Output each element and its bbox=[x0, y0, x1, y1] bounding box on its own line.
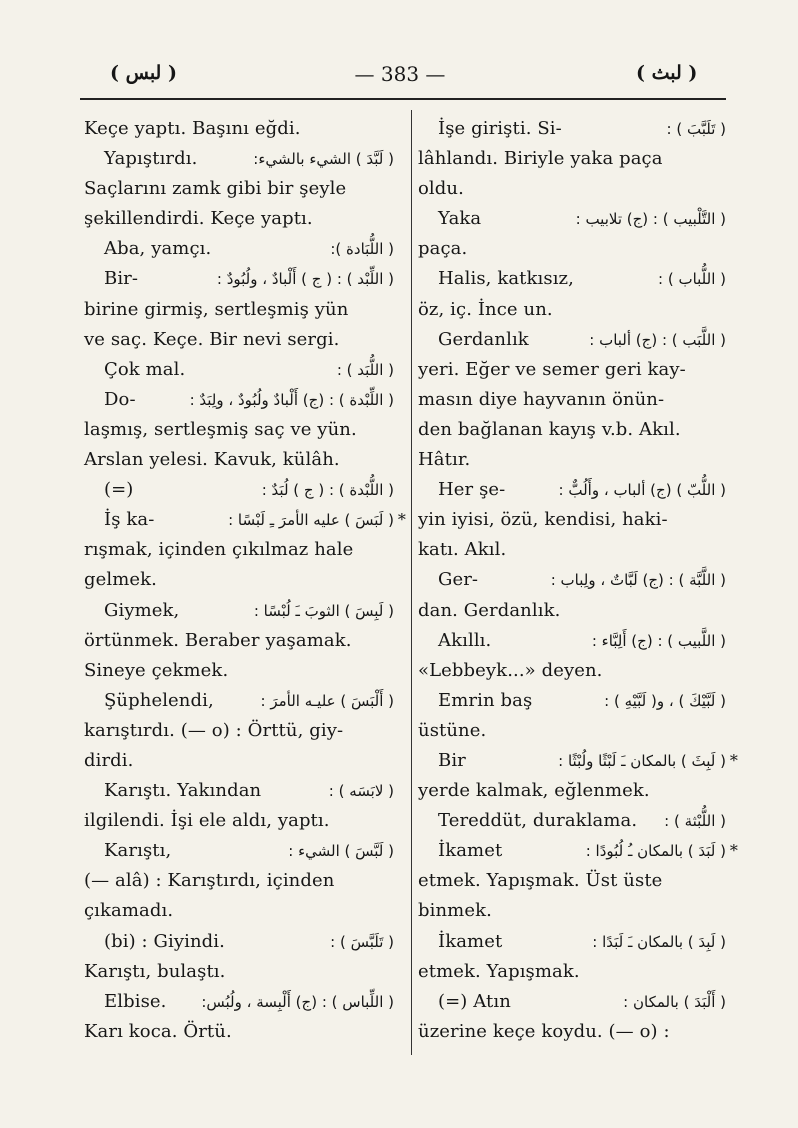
turkish-text: Çok mal. bbox=[104, 358, 186, 380]
header-left-root-word: ( لبس ) bbox=[110, 62, 177, 84]
turkish-text: İşe girişti. Si- bbox=[438, 118, 562, 139]
turkish-text: katı. Akıl. bbox=[418, 539, 507, 561]
turkish-text: Şüphelendi, bbox=[104, 689, 214, 711]
entry-line bbox=[418, 596, 726, 626]
turkish-text: Ger- bbox=[438, 569, 479, 591]
turkish-text: Elbise. bbox=[104, 990, 167, 1012]
entry-line bbox=[84, 776, 394, 806]
entry-line bbox=[84, 806, 394, 836]
entry-line bbox=[84, 565, 394, 595]
entry-line bbox=[84, 656, 394, 686]
turkish-text: Halis, katkısız, bbox=[438, 268, 574, 290]
entry-line bbox=[418, 565, 726, 595]
entry-line bbox=[84, 415, 394, 445]
entry-line bbox=[418, 626, 726, 656]
turkish-text: (bi) : Giyindi. bbox=[104, 930, 225, 952]
turkish-text: Yapıştırdı. bbox=[104, 148, 198, 170]
entry-line bbox=[84, 957, 394, 987]
turkish-text: Emrin baş bbox=[438, 689, 533, 711]
turkish-text: Aba, yamçı. bbox=[104, 238, 212, 260]
turkish-text: etmek. Yapışmak. bbox=[418, 960, 580, 982]
arabic-headword: ( لَبِثَ ) بالمكان ـَ لَبْثًا ولُبْثًا : bbox=[558, 751, 726, 770]
entry-line bbox=[84, 896, 394, 926]
turkish-text: Bir bbox=[438, 749, 466, 771]
entry-line bbox=[418, 716, 726, 746]
entry-line bbox=[418, 204, 726, 234]
arabic-headword: ( تَلَبَّسَ ) : bbox=[330, 932, 394, 951]
arabic-headword: ( اللُّبْدة ) : ( ج ) لُبَدٌ : bbox=[261, 481, 394, 500]
root-marker-asterisk: * bbox=[729, 841, 738, 861]
turkish-text: Yaka bbox=[438, 208, 482, 230]
entry-line bbox=[418, 264, 726, 294]
entry-line bbox=[418, 234, 726, 264]
turkish-text: yerde kalmak, eğlenmek. bbox=[418, 780, 650, 802]
arabic-headword: ( التَّلْبيب ) : (ج) تلابيب : bbox=[575, 210, 726, 229]
turkish-text: üstüne. bbox=[418, 719, 487, 741]
arabic-headword: ( لَبَّدَ ) الشيء بالشيء: bbox=[253, 150, 394, 169]
entry-line bbox=[84, 505, 406, 535]
entry-line bbox=[418, 174, 726, 204]
turkish-text: Arslan yelesi. Kavuk, külâh. bbox=[84, 449, 340, 471]
turkish-text: Keçe yaptı. Başını eğdi. bbox=[84, 118, 301, 139]
entry-line bbox=[418, 295, 726, 325]
turkish-text: dan. Gerdanlık. bbox=[418, 599, 561, 621]
entry-line bbox=[84, 1017, 394, 1047]
turkish-text: Tereddüt, duraklama. bbox=[438, 810, 638, 832]
turkish-text: Hâtır. bbox=[418, 449, 471, 471]
turkish-text: ve saç. Keçe. Bir nevi sergi. bbox=[84, 328, 340, 350]
turkish-text: yeri. Eğer ve semer geri kay- bbox=[418, 358, 686, 380]
entry-line bbox=[418, 325, 726, 355]
entry-line bbox=[418, 806, 726, 836]
turkish-text: İş ka- bbox=[104, 509, 155, 531]
turkish-text: oldu. bbox=[418, 178, 464, 200]
turkish-text: ilgilendi. İşi ele aldı, yaptı. bbox=[84, 810, 330, 832]
arabic-headword: ( اللَّبيب ) : (ج) أَلِبَّاء : bbox=[591, 631, 726, 650]
turkish-text: Do- bbox=[104, 388, 136, 410]
turkish-text: karıştırdı. (— o) : Örttü, giy- bbox=[84, 719, 344, 741]
turkish-text: (=) bbox=[104, 479, 134, 501]
arabic-headword: ( اللِّباس ) : (ج) أَلْبِسة ، ولُبُس: bbox=[201, 992, 394, 1011]
entry-line bbox=[84, 866, 394, 896]
arabic-headword: ( أَلْبَسَ ) عليـه الأمرَ : bbox=[260, 691, 394, 710]
arabic-headword: ( اللَّبَب ) : (ج) ألباب : bbox=[589, 330, 726, 349]
entry-line bbox=[418, 415, 726, 445]
turkish-text: «Lebbeyk...» deyen. bbox=[418, 659, 603, 681]
turkish-text: Akıllı. bbox=[438, 629, 492, 651]
turkish-text: Giymek, bbox=[104, 599, 180, 621]
turkish-text: Sineye çekmek. bbox=[84, 659, 229, 681]
turkish-text: den bağlanan kayış v.b. Akıl. bbox=[418, 418, 681, 440]
entry-line bbox=[418, 927, 726, 957]
entry-line bbox=[418, 836, 738, 866]
turkish-text: öz, iç. İnce un. bbox=[418, 298, 553, 320]
arabic-headword: ( اللِّبْد ) : ( ج ) أَلْبادٌ ، ولُبُودٌ : bbox=[216, 270, 394, 289]
arabic-headword: ( لابَسَه ) : bbox=[328, 782, 394, 801]
arabic-headword: ( اللُّبَد ) : bbox=[336, 360, 394, 379]
root-marker-asterisk: * bbox=[729, 750, 738, 770]
entry-line bbox=[418, 355, 726, 385]
entry-line bbox=[418, 987, 726, 1017]
turkish-text: dirdi. bbox=[84, 749, 134, 771]
entry-line bbox=[418, 535, 726, 565]
turkish-text: laşmış, sertleşmiş saç ve yün. bbox=[84, 418, 357, 440]
entry-line bbox=[418, 957, 726, 987]
entry-line bbox=[84, 596, 394, 626]
entry-line bbox=[418, 475, 726, 505]
turkish-text: Karıştı. Yakından bbox=[104, 780, 262, 802]
arabic-headword: ( اللُّبّ ) (ج) ألباب ، وأَلُبٌّ : bbox=[558, 481, 726, 500]
entry-line bbox=[84, 535, 394, 565]
right-column bbox=[418, 114, 738, 1047]
entry-line bbox=[418, 385, 726, 415]
entry-line bbox=[84, 475, 394, 505]
entry-line bbox=[84, 204, 394, 234]
column-divider bbox=[411, 110, 412, 1055]
arabic-headword: ( لَبِدَ ) بالمكان ـَ لَبَدًا : bbox=[592, 932, 726, 951]
entry-line bbox=[84, 746, 394, 776]
turkish-text: örtünmek. Beraber yaşamak. bbox=[84, 629, 352, 651]
turkish-text: paça. bbox=[418, 238, 468, 260]
entry-line bbox=[418, 686, 726, 716]
arabic-headword: ( تَلَبَّبَ ) : bbox=[666, 120, 726, 138]
arabic-headword: ( اللُّباب ) : bbox=[658, 270, 726, 289]
entry-line bbox=[418, 896, 726, 926]
arabic-headword: ( لَبِسَ ) الثوبَ ـَ لُبْسًا : bbox=[253, 601, 394, 620]
entry-line bbox=[418, 144, 726, 174]
entry-line bbox=[84, 355, 394, 385]
arabic-headword: ( اللُّبْثة ) : bbox=[664, 812, 726, 831]
arabic-headword: ( اللَّبَّة ) : (ج) لَبَّاتٌ ، ولِباب : bbox=[550, 571, 726, 590]
turkish-text: Her şe- bbox=[438, 479, 506, 501]
entry-line bbox=[84, 385, 394, 415]
turkish-text: yin iyisi, özü, kendisi, haki- bbox=[418, 509, 668, 531]
entry-line bbox=[84, 836, 394, 866]
page-number: — 383 — bbox=[354, 62, 446, 86]
entry-line bbox=[418, 505, 726, 535]
turkish-text: Karıştı, bbox=[104, 840, 172, 862]
entry-line bbox=[418, 866, 726, 896]
entry-line bbox=[84, 234, 394, 264]
turkish-text: lâhlandı. Biriyle yaka paça bbox=[418, 148, 663, 170]
turkish-text: çıkamadı. bbox=[84, 900, 174, 922]
entry-line bbox=[84, 295, 394, 325]
entry-line bbox=[418, 746, 738, 776]
entry-line bbox=[418, 445, 726, 475]
turkish-text: birine girmiş, sertleşmiş yün bbox=[84, 298, 349, 320]
turkish-text: etmek. Yapışmak. Üst üste bbox=[418, 870, 663, 892]
header-rule bbox=[80, 98, 726, 100]
arabic-headword: ( اللُّبَادة ): bbox=[330, 240, 394, 259]
turkish-text: (=) Atın bbox=[438, 990, 511, 1012]
turkish-text: üzerine keçe koydu. (— o) : bbox=[418, 1020, 670, 1042]
turkish-text: Karı koca. Örtü. bbox=[84, 1020, 232, 1042]
entry-line bbox=[418, 776, 726, 806]
turkish-text: Gerdanlık bbox=[438, 328, 529, 350]
entry-line bbox=[84, 264, 394, 294]
turkish-text: Karıştı, bulaştı. bbox=[84, 960, 226, 982]
turkish-text: Bir- bbox=[104, 268, 139, 290]
arabic-headword: ( لَبَسَ ) عليه الأمرَ ـِ لَبْسًا : bbox=[228, 511, 394, 530]
arabic-headword: ( أَلْبَدَ ) بالمكان : bbox=[623, 992, 726, 1011]
entry-line bbox=[84, 686, 394, 716]
turkish-text: İkamet bbox=[438, 930, 503, 952]
turkish-text: İkamet bbox=[438, 840, 503, 862]
entry-line bbox=[84, 626, 394, 656]
arabic-headword: ( اللِّبْدة ) : (ج) أَلْبادٌ ولُبُودٌ ، ولِبَدٌ : bbox=[189, 390, 394, 409]
entry-line bbox=[84, 144, 394, 174]
left-column bbox=[84, 114, 406, 1047]
entry-line bbox=[84, 325, 394, 355]
entry-line bbox=[418, 1017, 726, 1047]
entry-line bbox=[84, 987, 394, 1017]
turkish-text: gelmek. bbox=[84, 569, 157, 591]
arabic-headword: ( لَبَّيْكَ ) ، و( لَبَّيْهِ ) : bbox=[604, 691, 726, 710]
entry-line bbox=[84, 445, 394, 475]
header-right-root-word: ( لبث ) bbox=[636, 62, 698, 84]
entry-line bbox=[418, 656, 726, 686]
turkish-text: Saçlarını zamk gibi bir şeyle bbox=[84, 178, 347, 200]
turkish-text: şekillendirdi. Keçe yaptı. bbox=[84, 208, 313, 230]
root-marker-asterisk: * bbox=[397, 510, 406, 530]
turkish-text: rışmak, içinden çıkılmaz hale bbox=[84, 539, 354, 561]
entry-line bbox=[84, 716, 394, 746]
arabic-headword: ( لَبَّسَ ) الشيء : bbox=[288, 842, 394, 861]
turkish-text: (— alâ) : Karıştırdı, içinden bbox=[84, 870, 335, 892]
arabic-headword: ( لَبَدَ ) بالمكان ـُ لُبُودًا : bbox=[585, 842, 726, 861]
turkish-text: binmek. bbox=[418, 900, 492, 922]
entry-line bbox=[418, 114, 726, 144]
turkish-text: masın diye hayvanın önün- bbox=[418, 388, 665, 410]
entry-line bbox=[84, 174, 394, 204]
entry-line bbox=[84, 927, 394, 957]
entry-line bbox=[84, 114, 394, 144]
